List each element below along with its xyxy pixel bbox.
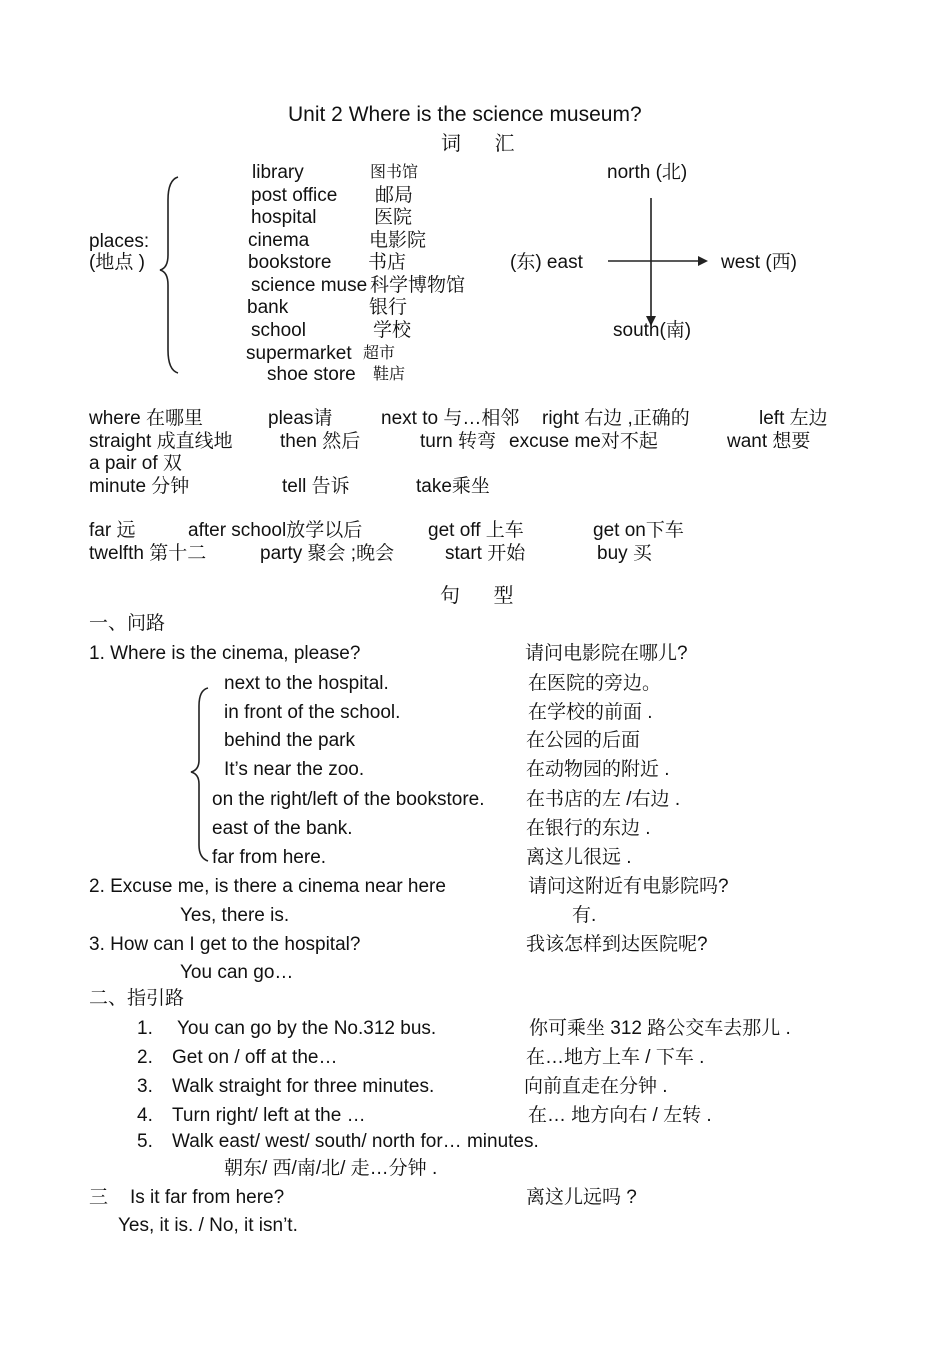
- word-item: a pair of 双: [89, 453, 182, 474]
- question-1-en: 1. Where is the cinema, please?: [89, 643, 361, 664]
- answer-en: in front of the school.: [224, 702, 401, 723]
- answer-2-cn: 有.: [572, 905, 597, 926]
- word-item: then 然后: [280, 431, 361, 452]
- direction-num: 1.: [137, 1018, 153, 1039]
- place-cn: 科学博物馆: [370, 275, 466, 296]
- place-en: library: [252, 162, 304, 183]
- question-2-cn: 请问这附近有电影院吗?: [528, 876, 729, 897]
- question-2-en: 2. Excuse me, is there a cinema near here: [89, 876, 446, 897]
- answer-cn: 离这儿很远 .: [526, 847, 632, 868]
- place-cn: 学校: [373, 320, 412, 341]
- word-item: take乘坐: [416, 476, 490, 497]
- compass-south: south(南): [613, 320, 692, 341]
- section3-num: 三: [89, 1187, 109, 1208]
- question-3-cn: 我该怎样到达医院呢?: [526, 934, 708, 955]
- place-cn: 图书馆: [370, 164, 419, 181]
- answer-en: on the right/left of the bookstore.: [212, 789, 485, 810]
- place-en: bookstore: [248, 252, 332, 273]
- compass-east: (东) east: [510, 252, 583, 273]
- place-cn: 医院: [374, 207, 413, 228]
- word-item: want 想要: [727, 431, 811, 452]
- word-item: minute 分钟: [89, 476, 190, 497]
- word-item: far 远: [89, 520, 136, 541]
- word-item: buy 买: [597, 543, 652, 564]
- direction-cn: 在… 地方向右 / 左转 .: [528, 1105, 712, 1126]
- answers-brace: [191, 688, 208, 861]
- place-en: post office: [251, 185, 338, 206]
- word-item: straight 成直线地: [89, 431, 233, 452]
- compass-west-arrowhead: [698, 256, 708, 266]
- place-en: supermarket: [246, 343, 352, 364]
- word-item: right 右边 ,正确的: [542, 408, 690, 429]
- page-title: Unit 2 Where is the science museum?: [288, 103, 642, 126]
- answer-en: next to the hospital.: [224, 673, 389, 694]
- direction-en: Get on / off at the…: [172, 1047, 338, 1068]
- sentence-heading: 句 型: [440, 585, 528, 607]
- answer-cn: 在书店的左 /右边 .: [526, 789, 681, 810]
- places-label: places:: [89, 231, 150, 252]
- direction-cn: 在…地方上车 / 下车 .: [526, 1047, 705, 1068]
- answer-3-en: You can go…: [180, 962, 294, 983]
- vocab-heading: 词 汇: [441, 133, 529, 155]
- place-cn: 鞋店: [373, 366, 406, 383]
- word-item: get off 上车: [428, 520, 524, 541]
- places-label-cn: (地点 ): [89, 252, 145, 273]
- word-item: tell 告诉: [282, 476, 350, 497]
- place-cn: 邮局: [375, 185, 414, 206]
- answer-cn: 在动物园的附近 .: [526, 759, 670, 780]
- answer-2-en: Yes, there is.: [180, 905, 290, 926]
- word-item: where 在哪里: [89, 408, 204, 429]
- direction-cn: 你可乘坐 312 路公交车去那儿 .: [529, 1018, 791, 1039]
- section3-question-cn: 离这儿远吗 ?: [526, 1187, 637, 1208]
- place-en: cinema: [248, 230, 310, 251]
- direction-num: 3.: [137, 1076, 153, 1097]
- direction-en: Turn right/ left at the …: [172, 1105, 366, 1126]
- answer-cn: 在公园的后面: [526, 730, 641, 751]
- answer-cn: 在银行的东边 .: [526, 818, 651, 839]
- word-item: excuse me对不起: [509, 431, 658, 452]
- direction-num: 4.: [137, 1105, 153, 1126]
- direction-num: 2.: [137, 1047, 153, 1068]
- direction-en: Walk east/ west/ south/ north for… minutes.: [172, 1131, 539, 1152]
- place-en: science muse: [251, 275, 368, 296]
- question-3-en: 3. How can I get to the hospital?: [89, 934, 361, 955]
- word-item: start 开始: [445, 543, 526, 564]
- section2-heading: 二、指引路: [89, 988, 185, 1009]
- section3-answer: Yes, it is. / No, it isn’t.: [118, 1215, 298, 1236]
- answer-en: far from here.: [212, 847, 327, 868]
- word-item: twelfth 第十二: [89, 543, 207, 564]
- direction-en: You can go by the No.312 bus.: [177, 1018, 437, 1039]
- answer-en: It’s near the zoo.: [224, 759, 365, 780]
- answer-cn: 在学校的前面 .: [528, 702, 653, 723]
- answer-en: east of the bank.: [212, 818, 353, 839]
- place-cn: 银行: [369, 297, 408, 318]
- section1-heading: 一、问路: [89, 613, 166, 634]
- direction-num: 5.: [137, 1131, 153, 1152]
- question-1-cn: 请问电影院在哪儿?: [525, 643, 688, 664]
- answer-en: behind the park: [224, 730, 355, 751]
- word-item: left 左边: [759, 408, 828, 429]
- word-item: after school放学以后: [188, 520, 363, 541]
- answer-cn: 在医院的旁边。: [528, 673, 662, 694]
- word-item: get on下车: [593, 520, 684, 541]
- section3-question: Is it far from here?: [130, 1187, 285, 1208]
- direction-cn: 朝东/ 西/南/北/ 走…分钟 .: [224, 1158, 438, 1179]
- place-en: school: [251, 320, 306, 341]
- word-item: party 聚会 ;晚会: [260, 543, 395, 564]
- direction-en: Walk straight for three minutes.: [172, 1076, 435, 1097]
- place-cn: 超市: [363, 345, 396, 362]
- word-item: pleas请: [268, 408, 333, 429]
- word-item: next to 与…相邻: [381, 408, 520, 429]
- place-en: bank: [247, 297, 289, 318]
- place-en: hospital: [251, 207, 317, 228]
- places-brace: [160, 177, 178, 373]
- direction-cn: 向前直走在分钟 .: [524, 1076, 668, 1097]
- place-cn: 电影院: [369, 230, 427, 251]
- compass-north: north (北): [607, 162, 688, 183]
- word-item: turn 转弯: [420, 431, 497, 452]
- place-en: shoe store: [267, 364, 356, 385]
- place-cn: 书店: [368, 252, 407, 273]
- compass-west: west (西): [721, 252, 798, 273]
